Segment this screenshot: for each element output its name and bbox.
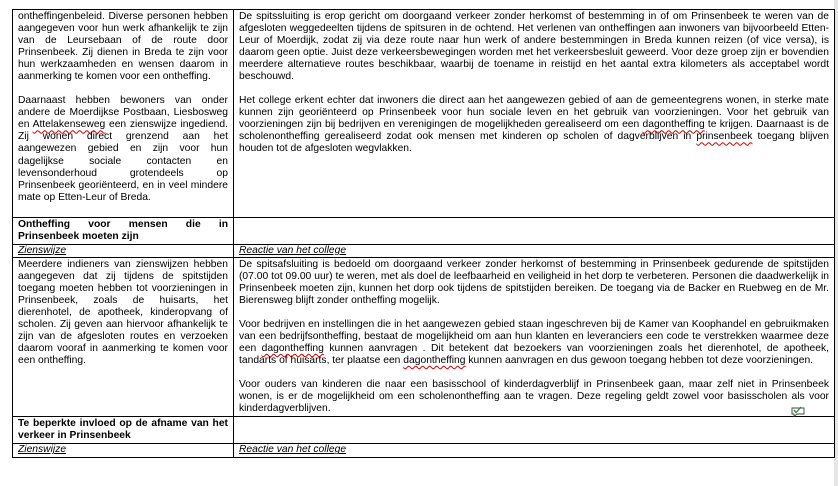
section-heading: Ontheffing voor mensen die in Prinsenbeek moeten zijn [13,217,234,244]
spellcheck-word[interactable]: dagontheffing [642,119,705,131]
subheading-row [13,444,835,457]
paragraph: Voor ouders van kinderen die naar een basisschool of kinderdagverblijf in Prinsenbeek gaan, maar zelf niet in Prinsenbeek wonen, is er de mogelijkheid om een scholenontheffing aan te vragen. Deze regeling geldt zowel voor basisscholen als voor kinderdagverblijven. [239,379,829,415]
text-run: Daarnaast hebben bewoners van onder andere de Moerdijkse Postbaan, Liesbosweg en [18,95,228,131]
paragraph: Meerdere indieners van zienswijzen hebben aangegeven dat zij tijdens de spitstijden toegang moeten hebben tot voorzieningen in Prinsenbeek, zoals de huisarts, het dierenhotel, de apotheek, kinderopvang of scholen. Zij geven aan hiervoor afhankelijk te zijn van de afgesloten routes en verzoeken daarom vooraf in aanmerking te komen voor een ontheffing. [18,258,228,367]
empty-cell [234,417,835,444]
empty-cell [234,217,835,244]
paragraph [239,95,829,155]
text-run: te krijgen. Daarnaast is de scholenontheffing gerealiseerd zodat ook mensen met kinderen op scholen of dagverblijven in [239,119,829,143]
spellcheck-word[interactable]: dagontheffing [261,343,324,355]
paragraph [18,95,228,203]
section-heading: Te beperkte invloed op de afname van het verkeer in Prinsenbeek [13,417,234,444]
reactie-label: Reactie van het college [234,444,835,457]
zienswijze-cell [13,10,234,218]
paragraph: De spitsafsluiting is bedoeld om doorgaand verkeer zonder herkomst of bestemming in Prinsenbeek gedurende de spitstijden (07.00 tot 09.00 uur) te weren, met als doel de leefbaarheid en veiligheid in het dorp te verbeteren. Personen die daadwerkelijk in Prinsenbeek moeten zijn, kunnen het dorp ook tijdens de spitstijden bereiken. De toegang via de Backer en Ruebweg en de Mr. Bierensweg blijft zonder ontheffing mogelijk. [239,258,829,306]
paragraph: De spitssluiting is erop gericht om doorgaand verkeer zonder herkomst of bestemming in of om Prinsenbeek te weren van de afgesloten weggedeelten tijdens de spitsuren in de ochtend. Het verlenen van ontheffingen aan inwoners van bijvoorbeeld Etten-Leur of Moerdijk, zodat zij via deze route naar hun werk of andere bestemmingen in Breda kunnen reizen (of vice versa), is daarom geen optie. Juist deze verkeersbewegingen worden met het verkeersbesluit geweerd. Voor deze groep zijn er bovendien meerdere alternatieve routes beschikbaar, waarbij de toename in reistijd en het aantal extra kilometers als acceptabel wordt beschouwd. [239,11,829,83]
text-run: Het college erkent echter dat inwoners die direct aan het aangewezen gebied of aan de gemeentegrens wonen, in sterke mate kunnen zijn georiënteerd op Prinsenbeek voor hun sociale leven en het gebruik van voorzieningen. Voor het gebruik van voorzieningen zijn bij bedrijven en verenigingen de mogelijkheden gerealiseerd om een [239,95,829,131]
paragraph: ontheffingenbeleid. Diverse personen hebben aangegeven voor hun werk afhankelijk te zijn van de Leursebaan of de route door Prinsenbeek. Zij dienen in Breda te zijn voor hun werkzaamheden en wensen daarom in aanmerking te komen voor een ontheffing. [18,11,228,83]
table-row [13,10,835,218]
reactie-label: Reactie van het college [234,244,835,257]
text-run: kunnen aanvragen en dus gewoon toegang hebben tot deze voorzieningen. [465,355,814,367]
spellcheck-word[interactable]: dagontheffing [403,355,466,367]
text-run: Voor bedrijven en instellingen die in het aangewezen gebied staan ingeschreven bij de Kamer van Koophandel en gebruikmaken van een bedrijfsontheffing, bestaat de mogelijkheid om aan hun klanten en leveranciers een code te verstrekken waarmee deze een [239,319,829,355]
spellcheck-word[interactable]: prinsenbeek [696,131,753,143]
text-run: een zienswijze ingediend. Zij wonen direct grenzend aan het aangewezen gebied en zijn voor hun dagelijkse sociale contacten en levensonderhoud grotendeels op Prinsenbeek georiënteerd, en in veel mindere mate op Etten-Leur of Breda. [18,119,228,203]
zienswijze-cell [13,257,234,417]
text-run: kunnen aanvragen . Dit betekent dat bezoekers van voorzieningen zoals het dierenhotel, de apotheek, tandarts of huisarts, ter plaatse een [239,343,829,367]
zienswijze-label: Zienswijze [13,244,234,257]
zienswijze-label: Zienswijze [13,444,234,457]
reactie-cell [234,10,835,218]
paragraph [239,319,829,367]
comment-icon[interactable] [791,406,805,417]
subheading-row [13,244,835,257]
comments-table [12,9,835,458]
section-heading-row [13,217,835,244]
reactie-cell [234,257,835,417]
table-row [13,257,835,417]
text-run: toegang blijven houden tot de afgesloten wegvlakken. [239,131,830,155]
spellcheck-word[interactable]: Attelakenseweg [32,119,106,131]
section-heading-row [13,417,835,444]
